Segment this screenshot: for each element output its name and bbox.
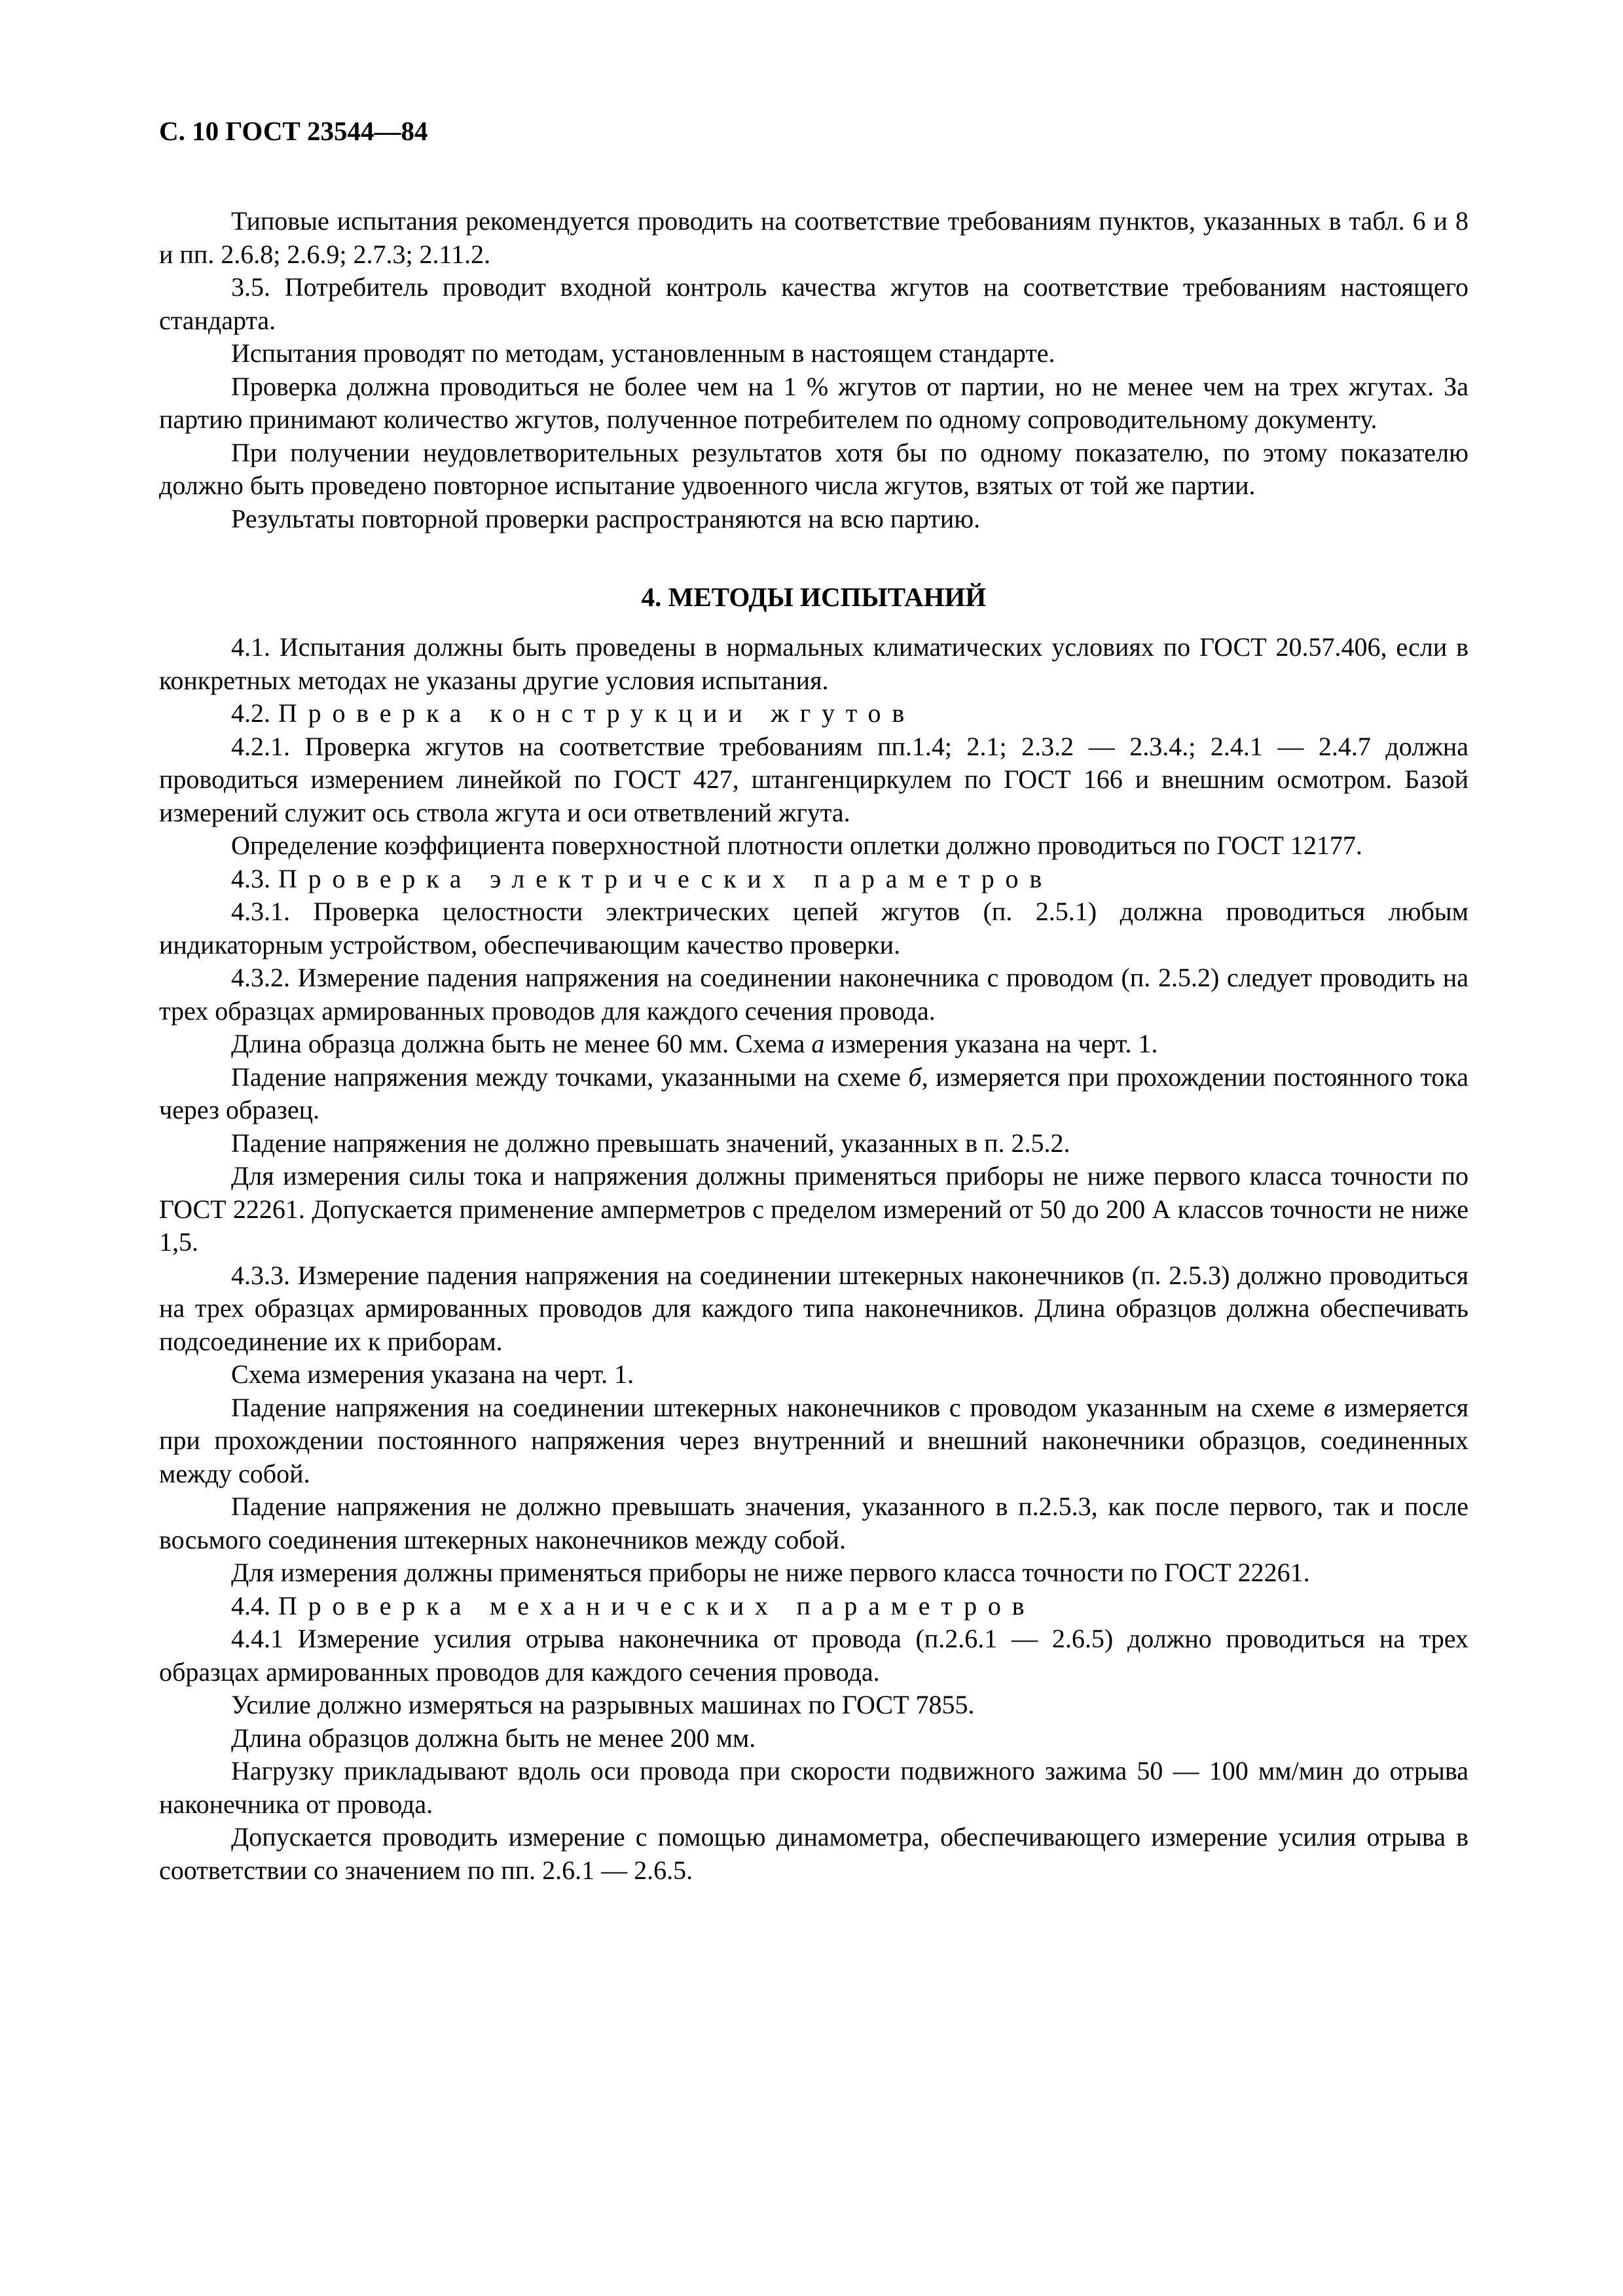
subsection-number: 4.4. [231, 1590, 270, 1621]
section-heading: 4. МЕТОДЫ ИСПЫТАНИЙ [641, 582, 987, 612]
subsection-heading-4-4 [159, 1590, 1468, 1623]
paragraph: Усилие должно измеряться на разрывных машинах по ГОСТ 7855. [231, 1690, 975, 1719]
text-run: измеряется при прохождении постоянного напряжения через внутренний и внешний наконечники образцов, соединенных между собой. [159, 1392, 1468, 1488]
subsection-heading-4-3 [159, 863, 1468, 896]
subsection-title: Проверка конструкции жгутов [278, 698, 916, 728]
paragraph-4-3-2: 4.3.2. Измерение падения напряжения на соединении наконечника с проводом (п. 2.5.2) следует проводить на трех образцах армированных проводов для каждого сечения провода. [159, 963, 1468, 1026]
text-run: Длина образца должна быть не менее 60 мм. Схема [231, 1029, 812, 1058]
document-page [159, 115, 1468, 1887]
paragraph: Падение напряжения не должно превышать значений, указанных в п. 2.5.2. [231, 1128, 1070, 1158]
paragraph: Нагрузку прикладывают вдоль оси провода при скорости подвижного зажима 50 — 100 мм/мин до отрыва наконечника от провода. [159, 1756, 1468, 1819]
paragraph [159, 1391, 1468, 1491]
text-run: Падение напряжения между точками, указанными на схеме [231, 1062, 909, 1092]
paragraph: Испытания проводят по методам, установленным в настоящем стандарте. [231, 338, 1055, 368]
paragraph-4-1: 4.1. Испытания должны быть проведены в нормальных климатических условиях по ГОСТ 20.57.406, если в конкретных методах не указаны другие условия испытания. [159, 632, 1468, 695]
paragraph-4-3-1: 4.3.1. Проверка целостности электрических цепей жгутов (п. 2.5.1) должна проводиться любым индикаторным устройством, обеспечивающим качество проверки. [159, 897, 1468, 960]
paragraph [159, 1061, 1468, 1127]
scheme-letter: а [811, 1029, 825, 1058]
subsection-number: 4.2. [231, 698, 270, 728]
paragraph: Для измерения должны применяться приборы не ниже первого класса точности по ГОСТ 22261. [231, 1558, 1310, 1587]
subsection-number: 4.3. [231, 863, 270, 893]
scheme-letter: в [1323, 1392, 1336, 1422]
paragraph: Длина образцов должна быть не менее 200 мм. [231, 1723, 756, 1753]
paragraph: При получении неудовлетворительных результатов хотя бы по одному показателю, по этому показателю должно быть проведено повторное испытание удвоенного числа жгутов, взятых от той же партии. [159, 437, 1468, 500]
subsection-heading-4-2 [159, 697, 1468, 730]
paragraph: Схема измерения указана на черт. 1. [231, 1359, 634, 1389]
paragraph: Определение коэффициента поверхностной плотности оплетки должно проводиться по ГОСТ 12177. [231, 831, 1362, 860]
scheme-letter: б [908, 1062, 922, 1092]
text-run: , измеряется при прохождении постоянного тока через образец. [159, 1062, 1469, 1124]
paragraph: Падение напряжения не должно превышать значения, указанного в п.2.5.3, как после первого, так и после восьмого соединения штекерных наконечников между собой. [159, 1492, 1468, 1554]
subsection-title: Проверка электрических параметров [278, 863, 1053, 893]
paragraph-4-4-1: 4.4.1 Измерение усилия отрыва наконечника от провода (п.2.6.1 — 2.6.5) должно проводиться на трех образцах армированных проводов для каждого сечения провода. [159, 1624, 1468, 1687]
paragraph: Результаты повторной проверки распространяются на всю партию. [231, 503, 981, 533]
page-header: С. 10 ГОСТ 23544—84 [159, 116, 428, 146]
paragraph: 3.5. Потребитель проводит входной контроль качества жгутов на соответствие требованиям настоящего стандарта. [159, 272, 1468, 335]
paragraph: Проверка должна проводиться не более чем на 1 % жгутов от партии, но не менее чем на трех жгутах. За партию принимают количество жгутов, полученное потребителем по одному сопроводительному документу. [159, 371, 1468, 434]
text-run: Падение напряжения на соединении штекерных наконечников с проводом указанным на схеме [231, 1392, 1324, 1422]
text-run: измерения указана на черт. 1. [824, 1029, 1158, 1058]
paragraph [159, 1028, 1468, 1061]
paragraph: Для измерения силы тока и напряжения должны применяться приборы не ниже первого класса точности по ГОСТ 22261. Допускается применение амперметров с пределом измерений от 50 до 200 А классов точности не ниже 1,5. [159, 1161, 1468, 1257]
paragraph: Типовые испытания рекомендуется проводить на соответствие требованиям пунктов, указанных в табл. 6 и 8 и пп. 2.6.8; 2.6.9; 2.7.3; 2.11.2. [159, 206, 1468, 269]
paragraph-4-2-1: 4.2.1. Проверка жгутов на соответствие требованиям пп.1.4; 2.1; 2.3.2 — 2.3.4.; 2.4.1 — 2.4.7 должна проводиться измерением линейкой по ГОСТ 427, штангенциркулем по ГОСТ 166 и внешним осмотром. Базой измерений служит ось ствола жгута и оси ответвлений жгута. [159, 731, 1468, 827]
paragraph: Допускается проводить измерение с помощью динамометра, обеспечивающего измерение усилия отрыва в соответствии со значением по пп. 2.6.1 — 2.6.5. [159, 1822, 1468, 1885]
subsection-title: Проверка механических параметров [278, 1590, 1036, 1621]
paragraph-4-3-3: 4.3.3. Измерение падения напряжения на соединении штекерных наконечников (п. 2.5.3) должно проводиться на трех образцах армированных проводов для каждого типа наконечников. Длина образцов должна обеспечивать подсоединение их к приборам. [159, 1260, 1468, 1356]
